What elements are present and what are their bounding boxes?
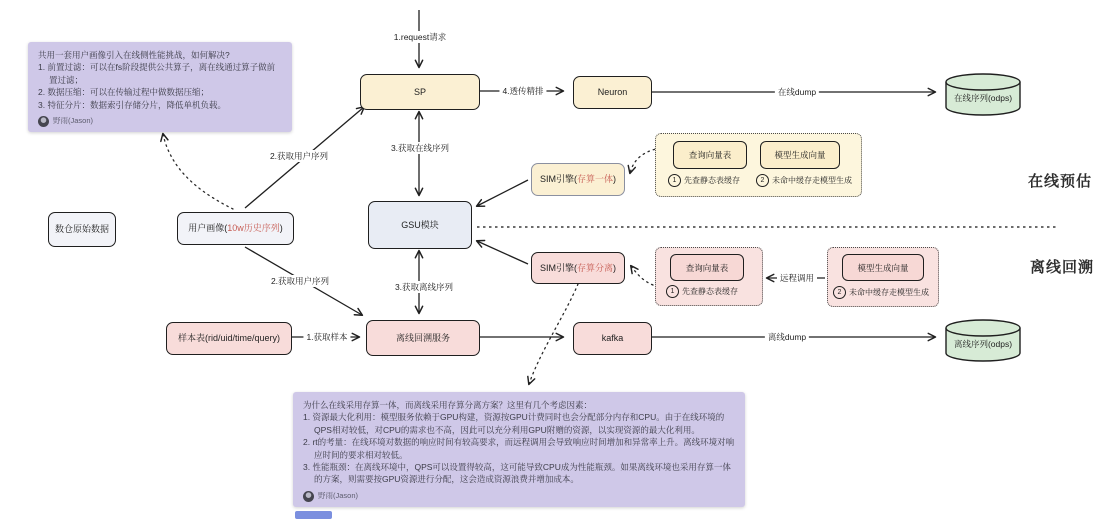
- step-number-badge: 2: [756, 174, 769, 187]
- step-label: 先查静态表缓存: [682, 287, 738, 296]
- note-title: 共用一套用户画像引入在线侧性能挑战，如何解决?: [38, 50, 230, 60]
- group-offline-model-gen[interactable]: [827, 247, 939, 307]
- edge-label-request: 1.request请求: [391, 31, 449, 43]
- edge-label-remote-call: 远程调用: [777, 272, 817, 284]
- note-item: 3. 性能瓶颈：在离线环境中，QPS可以设置得较高，这可能导致CPU成为性能瓶颈。如果离线环境也采用存算一体的方案，则需要按GPU资源进行分配，这会造成资源浪费并增加成本。: [303, 462, 731, 485]
- node-sp[interactable]: [360, 74, 480, 110]
- node-offline-backtrack-service[interactable]: [366, 320, 480, 356]
- group-offline-query-table[interactable]: [655, 247, 763, 306]
- node-label: 离线序列(odps): [953, 339, 1013, 349]
- node-offline-odps[interactable]: [944, 318, 1022, 364]
- node-label: 在线序列(odps): [953, 93, 1013, 103]
- node-label: 离线回溯服务: [395, 332, 450, 343]
- edge-label-get-sample: 1.获取样本: [303, 331, 350, 343]
- step-number-badge: 1: [666, 285, 679, 298]
- node-label: SIM引擎(存算一体): [539, 174, 616, 185]
- author-avatar-icon: [38, 116, 49, 127]
- node-label: SP: [413, 86, 426, 97]
- node-label: GSU模块: [401, 219, 439, 230]
- note-item: 2. rt的考量：在线环境对数据的响应时间有较高要求，而远程调用会导致响应时间增加和异常率上升。离线环境对响应时间的要求相对较低。: [303, 437, 735, 460]
- author-name: 野雨(Jason): [53, 116, 94, 126]
- group-online-vector-flow[interactable]: [655, 133, 862, 197]
- step-label: 未命中缓存走模型生成: [772, 176, 852, 185]
- node-label: 查询向量表: [688, 150, 732, 160]
- edge-label-get-user-seq-online: 2.获取用户序列: [267, 150, 331, 162]
- node-online-odps[interactable]: [944, 72, 1022, 118]
- note-architecture-rationale[interactable]: [293, 392, 745, 507]
- node-gsu-module[interactable]: [368, 201, 472, 249]
- node-model-generate-vector[interactable]: [842, 254, 924, 281]
- author-avatar-icon: [303, 491, 314, 502]
- node-label: 查询向量表: [685, 262, 729, 273]
- step-cache-miss: [833, 286, 929, 299]
- step-label: 未命中缓存走模型生成: [849, 288, 929, 297]
- node-user-profile[interactable]: [177, 212, 294, 245]
- step-number-badge: 2: [833, 286, 846, 299]
- node-query-vector-table[interactable]: [670, 254, 744, 281]
- node-query-vector-table[interactable]: [673, 141, 747, 169]
- author-name: 野雨(Jason): [318, 490, 359, 500]
- node-kafka[interactable]: [573, 322, 652, 355]
- edge-label-offline-dump: 离线dump: [765, 331, 809, 343]
- note-author: [38, 115, 282, 127]
- note-item: 1. 资源最大化利用：模型服务依赖于GPU构建，资源按GPU计费同时也会分配部分内存和CPU。由于在线环境的QPS相对较低，对CPU的需求也不高，因此可以充分利用GPU附赠的资源，以实现资源的最大化利用。: [303, 412, 725, 435]
- step-check-cache: [666, 285, 738, 298]
- node-neuron[interactable]: [573, 76, 652, 109]
- section-label-online: 在线预估: [1028, 173, 1093, 190]
- node-label: 数仓原始数据: [54, 224, 109, 235]
- edge-label-rank: 4.透传精排: [499, 85, 546, 97]
- step-number-badge: 1: [668, 174, 681, 187]
- node-warehouse-data[interactable]: [48, 212, 116, 247]
- note-item: 2. 数据压缩：可以在传输过程中做数据压缩；: [38, 87, 209, 98]
- node-sim-engine-offline[interactable]: [531, 252, 625, 284]
- edge-label-get-online-seq: 3.获取在线序列: [388, 142, 452, 154]
- node-label: Neuron: [597, 87, 628, 98]
- node-label: 模型生成向量: [857, 262, 909, 273]
- note-item: 1. 前置过滤：可以在fs阶段提供公共算子，离在线通过算子做前置过滤；: [38, 62, 276, 85]
- note-item: 3. 特征分片：数据索引存储分片，降低单机负载。: [38, 99, 226, 110]
- edge-label-get-offline-seq: 3.获取离线序列: [392, 281, 456, 293]
- node-label: 样本表(rid/uid/time/query): [177, 333, 281, 344]
- step-label: 先查静态表缓存: [684, 176, 740, 185]
- node-sim-engine-online[interactable]: [531, 163, 625, 196]
- partial-blue-element[interactable]: [295, 511, 332, 519]
- note-performance-challenge[interactable]: [28, 42, 292, 132]
- node-model-generate-vector[interactable]: [760, 141, 840, 169]
- note-author: [303, 490, 735, 502]
- node-label: 用户画像(10w历史序列): [188, 223, 283, 234]
- edge-label-get-user-seq-offline: 2.获取用户序列: [268, 275, 332, 287]
- edge-label-online-dump: 在线dump: [775, 86, 819, 98]
- step-check-cache: [668, 174, 740, 187]
- step-cache-miss: [756, 174, 852, 187]
- note-title: 为什么在线采用存算一体，而离线采用存算分离方案？这里有几个考虑因素：: [303, 400, 593, 410]
- node-label: kafka: [601, 333, 624, 344]
- node-label: 模型生成向量: [774, 150, 826, 160]
- node-label: SIM引擎(存算分离): [539, 262, 616, 273]
- section-label-offline: 离线回溯: [1030, 259, 1095, 276]
- node-sample-table[interactable]: [166, 322, 292, 355]
